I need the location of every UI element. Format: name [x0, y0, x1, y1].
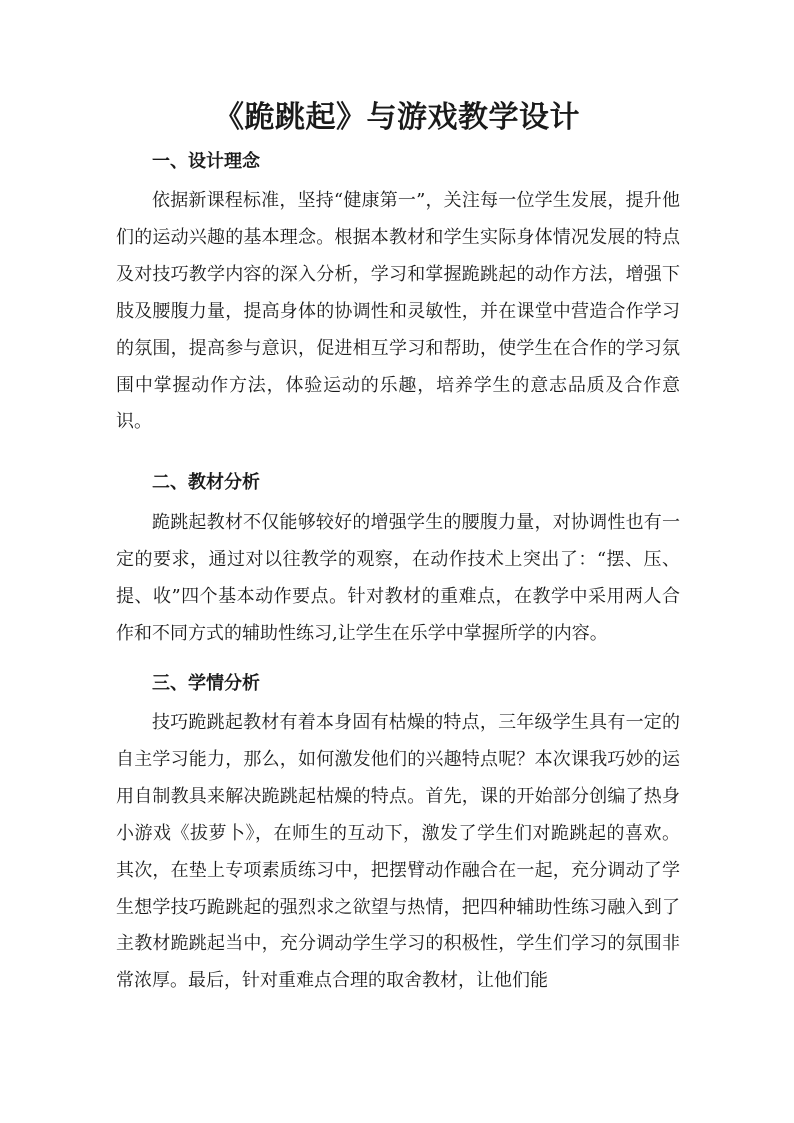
section-heading-student-analysis: 三、学情分析 — [152, 673, 260, 694]
paragraph-design-concept: 依据新课程标准，坚持“健康第一”，关注每一位学生发展，提升他们的运动兴趣的基本理念。根据本教材和学生实际身体情况发展的特点及对技巧教学内容的深入分析，学习和掌握跪跳起的动作方法，增强下肢及腰腹力量，提高身体的协调性和灵敏性，并在课堂中营造合作学习的氛围，提高参与意识，促进相互学习和帮助，使学生在合作的学习氛围中掌握动作方法，体验运动的乐趣，培养学生的意志品质及合作意识。 — [116, 190, 680, 433]
section-heading-material-analysis: 二、教材分析 — [152, 472, 260, 493]
paragraph-student-analysis: 技巧跪跳起教材有着本身固有枯燥的特点，三年级学生具有一定的自主学习能力，那么，如何激发他们的兴趣特点呢？本次课我巧妙的运用自制教具来解决跪跳起枯燥的特点。首先，课的开始部分创编了热身小游戏《拔萝卜》，在师生的互动下，激发了学生们对跪跳起的喜欢。其次，在垫上专项素质练习中，把摆臂动作融合在一起，充分调动了学生想学技巧跪跳起的强烈求之欲望与热情，把四种辅助性练习融入到了主教材跪跳起当中，充分调动学生学习的积极性，学生们学习的氛围非常浓厚。最后，针对重难点合理的取舍教材，让他们能 — [116, 712, 680, 992]
document-title: 《跪跳起》与游戏教学设计 — [214, 100, 580, 135]
section-heading-design-concept: 一、设计理念 — [152, 151, 260, 172]
paragraph-material-analysis: 跪跳起教材不仅能够较好的增强学生的腰腹力量，对协调性也有一定的要求，通过对以往教学的观察，在动作技术上突出了：“摆、压、提、收”四个基本动作要点。针对教材的重难点，在教学中采用两人合作和不同方式的辅助性练习,让学生在乐学中掌握所学的内容。 — [116, 512, 680, 644]
